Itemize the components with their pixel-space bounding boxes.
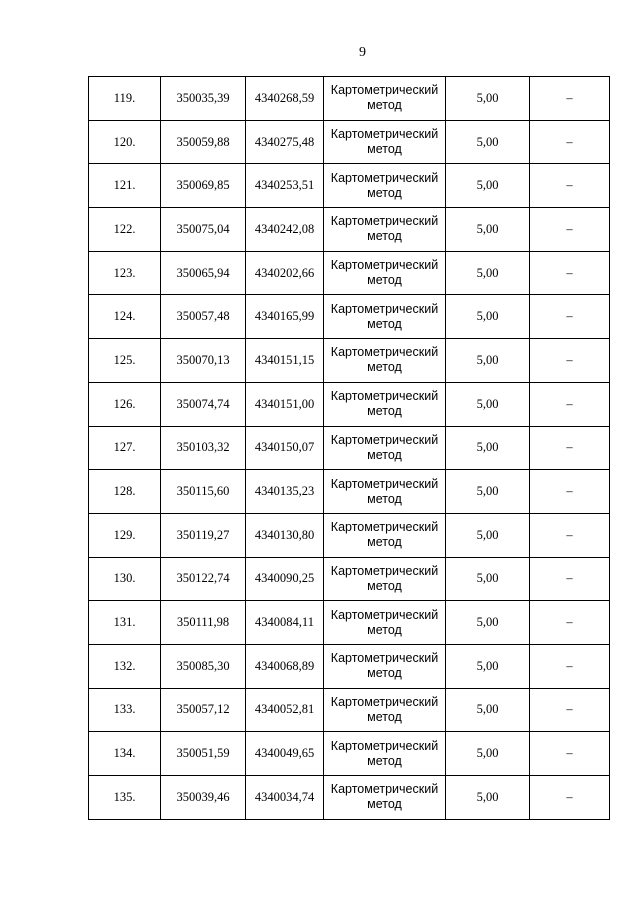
table-row (89, 120, 610, 164)
accuracy-cell: 5,00 (446, 644, 530, 688)
y-coordinate-cell: 4340130,80 (246, 513, 324, 557)
method-line-1: Картометрический (330, 651, 439, 666)
method-line-2: метод (367, 273, 402, 288)
y-coordinate-cell: 4340135,23 (246, 470, 324, 514)
accuracy-cell: 5,00 (446, 164, 530, 208)
method-cell (324, 470, 446, 514)
note-cell: – (530, 382, 610, 426)
table-row (89, 382, 610, 426)
table-row (89, 601, 610, 645)
note-cell: – (530, 557, 610, 601)
table-row (89, 513, 610, 557)
method-cell (324, 339, 446, 383)
table-row (89, 251, 610, 295)
point-number-cell: 130. (89, 557, 161, 601)
point-number-cell: 133. (89, 688, 161, 732)
x-coordinate-cell: 350119,27 (161, 513, 246, 557)
accuracy-cell: 5,00 (446, 688, 530, 732)
method-cell (324, 295, 446, 339)
accuracy-cell: 5,00 (446, 120, 530, 164)
method-cell (324, 120, 446, 164)
method-line-1: Картометрический (330, 127, 439, 142)
accuracy-cell: 5,00 (446, 77, 530, 121)
method-line-1: Картометрический (330, 563, 439, 578)
x-coordinate-cell: 350074,74 (161, 382, 246, 426)
method-line-2: метод (367, 709, 402, 724)
table-row (89, 470, 610, 514)
method-line-2: метод (367, 797, 402, 812)
method-line-1: Картометрический (330, 738, 439, 753)
y-coordinate-cell: 4340049,65 (246, 732, 324, 776)
accuracy-cell: 5,00 (446, 251, 530, 295)
note-cell: – (530, 513, 610, 557)
method-cell (324, 77, 446, 121)
method-line-1: Картометрический (330, 301, 439, 316)
y-coordinate-cell: 4340068,89 (246, 644, 324, 688)
x-coordinate-cell: 350059,88 (161, 120, 246, 164)
method-cell (324, 426, 446, 470)
method-cell (324, 732, 446, 776)
point-number-cell: 120. (89, 120, 161, 164)
x-coordinate-cell: 350039,46 (161, 776, 246, 820)
note-cell: – (530, 776, 610, 820)
note-cell: – (530, 208, 610, 252)
accuracy-cell: 5,00 (446, 776, 530, 820)
accuracy-cell: 5,00 (446, 557, 530, 601)
method-line-1: Картометрический (330, 345, 439, 360)
method-line-1: Картометрический (330, 389, 439, 404)
accuracy-cell: 5,00 (446, 208, 530, 252)
point-number-cell: 121. (89, 164, 161, 208)
accuracy-cell: 5,00 (446, 382, 530, 426)
method-line-1: Картометрический (330, 83, 439, 98)
x-coordinate-cell: 350085,30 (161, 644, 246, 688)
table-row (89, 339, 610, 383)
note-cell: – (530, 339, 610, 383)
method-line-2: метод (367, 142, 402, 157)
point-number-cell: 129. (89, 513, 161, 557)
point-number-cell: 125. (89, 339, 161, 383)
page-number: 9 (359, 45, 366, 60)
table-row (89, 732, 610, 776)
accuracy-cell: 5,00 (446, 732, 530, 776)
y-coordinate-cell: 4340242,08 (246, 208, 324, 252)
y-coordinate-cell: 4340151,00 (246, 382, 324, 426)
x-coordinate-cell: 350069,85 (161, 164, 246, 208)
method-line-1: Картометрический (330, 782, 439, 797)
method-line-1: Картометрический (330, 520, 439, 535)
method-line-1: Картометрический (330, 476, 439, 491)
method-line-1: Картометрический (330, 694, 439, 709)
point-number-cell: 126. (89, 382, 161, 426)
y-coordinate-cell: 4340084,11 (246, 601, 324, 645)
accuracy-cell: 5,00 (446, 426, 530, 470)
y-coordinate-cell: 4340090,25 (246, 557, 324, 601)
coordinates-table-body (89, 77, 610, 820)
x-coordinate-cell: 350103,32 (161, 426, 246, 470)
method-line-2: метод (367, 98, 402, 113)
method-line-2: метод (367, 360, 402, 375)
point-number-cell: 132. (89, 644, 161, 688)
method-line-2: метод (367, 622, 402, 637)
method-line-2: метод (367, 229, 402, 244)
method-line-1: Картометрический (330, 170, 439, 185)
y-coordinate-cell: 4340151,15 (246, 339, 324, 383)
table-row (89, 557, 610, 601)
y-coordinate-cell: 4340150,07 (246, 426, 324, 470)
point-number-cell: 122. (89, 208, 161, 252)
method-cell (324, 382, 446, 426)
method-line-2: метод (367, 535, 402, 550)
x-coordinate-cell: 350051,59 (161, 732, 246, 776)
x-coordinate-cell: 350075,04 (161, 208, 246, 252)
accuracy-cell: 5,00 (446, 601, 530, 645)
y-coordinate-cell: 4340052,81 (246, 688, 324, 732)
note-cell: – (530, 426, 610, 470)
method-line-2: метод (367, 316, 402, 331)
method-line-2: метод (367, 491, 402, 506)
point-number-cell: 123. (89, 251, 161, 295)
method-cell (324, 601, 446, 645)
note-cell: – (530, 470, 610, 514)
note-cell: – (530, 77, 610, 121)
point-number-cell: 131. (89, 601, 161, 645)
method-cell (324, 644, 446, 688)
note-cell: – (530, 164, 610, 208)
y-coordinate-cell: 4340268,59 (246, 77, 324, 121)
table-row (89, 776, 610, 820)
table-row (89, 208, 610, 252)
method-cell (324, 208, 446, 252)
table-row (89, 426, 610, 470)
note-cell: – (530, 251, 610, 295)
method-cell (324, 776, 446, 820)
point-number-cell: 134. (89, 732, 161, 776)
method-cell (324, 557, 446, 601)
method-line-1: Картометрический (330, 258, 439, 273)
x-coordinate-cell: 350122,74 (161, 557, 246, 601)
accuracy-cell: 5,00 (446, 339, 530, 383)
method-line-2: метод (367, 666, 402, 681)
point-number-cell: 124. (89, 295, 161, 339)
accuracy-cell: 5,00 (446, 295, 530, 339)
note-cell: – (530, 644, 610, 688)
point-number-cell: 128. (89, 470, 161, 514)
accuracy-cell: 5,00 (446, 470, 530, 514)
method-line-2: метод (367, 753, 402, 768)
accuracy-cell: 5,00 (446, 513, 530, 557)
coordinates-table (88, 76, 610, 820)
point-number-cell: 127. (89, 426, 161, 470)
method-cell (324, 164, 446, 208)
method-line-2: метод (367, 185, 402, 200)
y-coordinate-cell: 4340253,51 (246, 164, 324, 208)
note-cell: – (530, 601, 610, 645)
x-coordinate-cell: 350057,48 (161, 295, 246, 339)
y-coordinate-cell: 4340275,48 (246, 120, 324, 164)
table-row (89, 164, 610, 208)
table-row (89, 644, 610, 688)
y-coordinate-cell: 4340165,99 (246, 295, 324, 339)
table-row (89, 295, 610, 339)
method-line-1: Картометрический (330, 607, 439, 622)
method-line-2: метод (367, 578, 402, 593)
note-cell: – (530, 688, 610, 732)
table-row (89, 77, 610, 121)
method-line-2: метод (367, 447, 402, 462)
note-cell: – (530, 120, 610, 164)
point-number-cell: 135. (89, 776, 161, 820)
method-line-1: Картометрический (330, 432, 439, 447)
table-row (89, 688, 610, 732)
x-coordinate-cell: 350070,13 (161, 339, 246, 383)
method-cell (324, 513, 446, 557)
y-coordinate-cell: 4340202,66 (246, 251, 324, 295)
note-cell: – (530, 295, 610, 339)
method-line-2: метод (367, 404, 402, 419)
x-coordinate-cell: 350057,12 (161, 688, 246, 732)
method-line-1: Картометрический (330, 214, 439, 229)
method-cell (324, 688, 446, 732)
y-coordinate-cell: 4340034,74 (246, 776, 324, 820)
x-coordinate-cell: 350065,94 (161, 251, 246, 295)
note-cell: – (530, 732, 610, 776)
x-coordinate-cell: 350111,98 (161, 601, 246, 645)
point-number-cell: 119. (89, 77, 161, 121)
x-coordinate-cell: 350035,39 (161, 77, 246, 121)
method-cell (324, 251, 446, 295)
x-coordinate-cell: 350115,60 (161, 470, 246, 514)
